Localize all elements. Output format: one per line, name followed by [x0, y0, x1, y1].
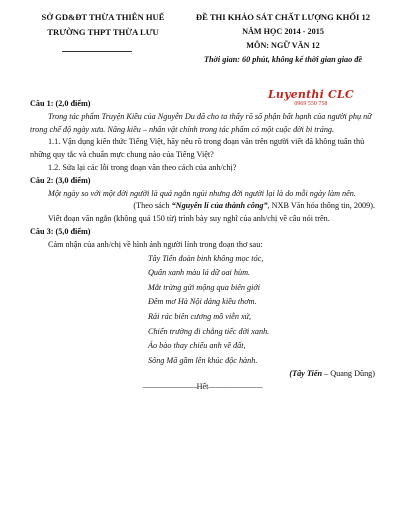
question-3-task: Cảm nhận của anh/chị về hình ảnh người lính trong đoạn thơ sau:	[48, 239, 263, 249]
exam-body	[30, 98, 375, 394]
poem-line: Đêm mơ Hà Nội dáng kiều thơm.	[148, 297, 257, 307]
watermark-name: Luyenthi CLC	[268, 88, 354, 101]
question-1-heading: Câu 1: (2,0 điểm)	[30, 99, 91, 108]
question-2-source	[30, 200, 375, 213]
source-book-title: “Nguyên lí của thành công”	[171, 201, 268, 211]
school-name: TRƯỜNG THPT THỪA LƯU	[47, 27, 159, 37]
question-1-task-2: 1.2. Sửa lại các lỗi trong đoạn văn theo cách của anh/chị?	[48, 162, 237, 172]
end-marker	[30, 381, 375, 394]
question-1-task-1: 1.1. Vận dụng kiến thức Tiếng Việt, hãy nêu rõ trong đoạn văn trên người viết đã không tuân thủ những quy tắc và chuẩn mực chung nào của Tiếng Việt?	[30, 137, 365, 160]
end-rule-right: ———————	[208, 382, 263, 392]
poem	[148, 252, 375, 369]
end-rule-left: ———————	[142, 382, 197, 392]
poem-line: Sông Mã gầm lên khúc độc hành.	[148, 355, 258, 365]
question-3-heading: Câu 3: (5,0 điểm)	[30, 226, 91, 236]
poem-line: Quân xanh màu lá dữ oai hùm.	[148, 268, 251, 278]
header-underline	[62, 51, 132, 52]
poem-line: Rải rác biên cương mồ viễn xứ,	[148, 311, 252, 321]
poem-line: Tây Tiến đoàn binh không mọc tóc,	[148, 253, 264, 263]
question-2-quote: Một ngày so với một đời người là quá ngắn ngủi nhưng đời người lại là do mỗi ngày làm nên.	[48, 188, 356, 198]
time-limit: Thời gian: 60 phút, không kể thời gian giao đề	[203, 55, 362, 64]
subject: MÔN: NGỮ VĂN 12	[246, 41, 320, 50]
poem-line: Chiến trường đi chẳng tiếc đời xanh.	[148, 326, 270, 336]
exam-title: ĐỀ THI KHẢO SÁT CHẤT LƯỢNG KHỐI 12	[195, 12, 371, 22]
watermark-phone: 0969 550 758	[294, 101, 328, 107]
question-2-heading: Câu 2: (3,0 điểm)	[30, 175, 91, 185]
department-name: SỞ GD&ĐT THỪA THIÊN HUẾ	[41, 12, 165, 22]
poem-source-title: (Tây Tiến	[289, 369, 323, 379]
source-prefix: (Theo sách	[133, 201, 172, 211]
poem-line: Áo bào thay chiếu anh về đất,	[148, 341, 246, 351]
source-suffix: , NXB Văn hóa thông tin, 2009).	[267, 201, 375, 211]
school-year: NĂM HỌC 2014 - 2015	[242, 27, 324, 36]
question-1-passage: Trong tác phẩm Truyện Kiều của Nguyễn Du đã cho ta thấy rõ số phận bất hạnh của người phụ nữ trong chế độ ngày xưa. Nâng kiều – nhân vật chính trong tác phẩm có một cuộc đời bi tráng.	[30, 111, 372, 134]
header-left	[28, 12, 178, 37]
poem-source	[30, 368, 375, 381]
header-right	[178, 12, 388, 64]
poem-source-author: – Quang Dũng)	[322, 369, 375, 379]
question-2-task: Viết đoạn văn ngắn (không quá 150 từ) trình bày suy nghĩ của anh/chị về câu nói trên.	[48, 214, 330, 224]
end-text: Hết	[196, 382, 209, 392]
poem-line: Mắt trừng gửi mộng qua biên giới	[148, 282, 261, 292]
